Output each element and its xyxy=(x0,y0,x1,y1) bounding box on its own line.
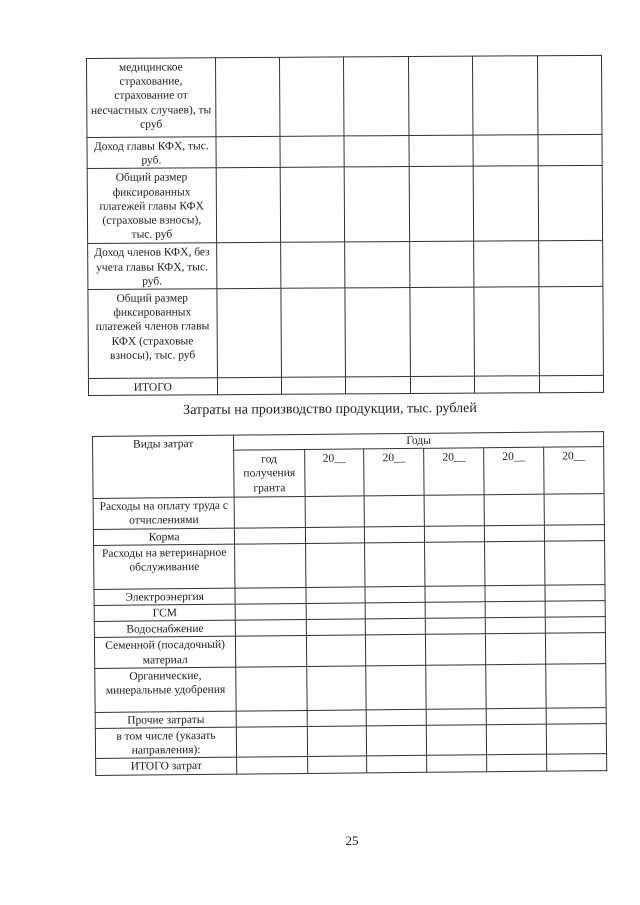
table-cell xyxy=(487,755,547,772)
table-cell xyxy=(307,756,367,773)
table-cell xyxy=(365,526,425,543)
table-cell xyxy=(486,708,546,725)
year-column-header: 20__ xyxy=(544,447,604,495)
table-cell xyxy=(409,135,474,167)
table-cell xyxy=(425,542,485,587)
table-cell xyxy=(485,585,545,602)
table-cell xyxy=(280,167,345,242)
row-label: ГСМ xyxy=(94,604,235,622)
table-cell xyxy=(306,619,366,636)
table-cell xyxy=(216,168,281,243)
row-label: Доход главы КФХ, тыс. руб. xyxy=(87,137,216,169)
table-cell xyxy=(544,524,604,541)
table-cell xyxy=(305,496,365,527)
table-cell xyxy=(281,242,346,288)
table-cell xyxy=(217,377,281,395)
table-cell xyxy=(306,666,366,711)
table-cell xyxy=(345,242,410,288)
table-row xyxy=(88,241,603,290)
row-label: Водоснабжение xyxy=(94,620,235,638)
table-cell xyxy=(305,543,365,588)
table-cell xyxy=(485,525,545,542)
table-cell xyxy=(537,55,602,134)
table-cell xyxy=(475,376,539,394)
table-cell xyxy=(306,635,366,666)
table-cell xyxy=(305,526,365,543)
page-number: 25 xyxy=(345,833,359,848)
table-row xyxy=(94,540,605,589)
table-cell xyxy=(410,287,475,376)
table-cell xyxy=(307,726,367,757)
row-label: Доход членов КФХ, без учета главы КФХ, тыс. руб. xyxy=(88,243,217,289)
row-label: ИТОГО затрат xyxy=(96,758,237,776)
table-cell xyxy=(235,543,306,588)
table-cell xyxy=(538,134,603,166)
table-cell xyxy=(409,167,474,242)
column-header-cost-types: Виды затрат xyxy=(93,435,235,499)
row-label: в том числе (указать направления): xyxy=(95,727,236,759)
table-cell xyxy=(216,136,281,168)
table-cell xyxy=(235,587,306,604)
table-cell xyxy=(484,494,544,525)
year-column-header: 20__ xyxy=(484,447,544,495)
table-cell xyxy=(485,541,545,586)
table-cell xyxy=(281,288,346,377)
table-cell xyxy=(279,57,344,136)
row-label: Общий размер фиксированных платежей главы КФХ (страховые взносы), тыс. руб xyxy=(87,168,216,244)
table-cell xyxy=(473,56,538,135)
table-cell xyxy=(235,603,306,620)
year-column-header: год получения гранта xyxy=(234,450,305,498)
table-cell xyxy=(426,709,486,726)
table-cell xyxy=(366,665,426,710)
table-cell xyxy=(307,710,367,727)
table-cell xyxy=(367,709,427,726)
column-header-years: Годы xyxy=(234,432,604,451)
table-row xyxy=(87,134,602,169)
table-cell xyxy=(538,286,603,375)
table-cell xyxy=(425,586,485,603)
table-cell xyxy=(546,663,606,708)
table-cell xyxy=(410,376,474,394)
table-row xyxy=(87,55,602,137)
income-table xyxy=(86,55,604,396)
table-cell xyxy=(345,288,410,377)
table-cell xyxy=(538,166,603,241)
table-cell xyxy=(425,602,485,619)
table-cell xyxy=(236,636,307,667)
table-row xyxy=(95,724,606,759)
year-column-header: 20__ xyxy=(304,449,364,497)
row-label: Органические, минеральные удобрения xyxy=(95,667,237,712)
table-cell xyxy=(538,241,603,287)
row-label: Расходы на ветеринарное обслуживание xyxy=(94,544,236,589)
table-cell xyxy=(486,664,546,709)
table-cell xyxy=(485,617,545,634)
table-cell xyxy=(236,710,307,727)
table-cell xyxy=(306,587,366,604)
year-column-header: 20__ xyxy=(424,448,484,496)
table-row xyxy=(93,494,604,529)
row-label: Общий размер фиксированных платежей членов главы КФХ (страховые взносы), тыс. руб xyxy=(88,289,217,379)
row-label: Прочие затраты xyxy=(95,711,236,729)
table-cell xyxy=(426,634,486,665)
table-row xyxy=(87,166,602,244)
table-cell xyxy=(365,586,425,603)
table-cell xyxy=(344,136,409,168)
table-cell xyxy=(545,540,605,585)
table-cell xyxy=(215,57,280,136)
table-cell xyxy=(486,724,546,755)
table-cell xyxy=(235,620,306,637)
row-label: Корма xyxy=(93,528,234,546)
table-cell xyxy=(545,617,605,634)
table-cell xyxy=(545,601,605,618)
table-cell xyxy=(346,377,410,395)
table-row xyxy=(94,633,605,668)
table-cell xyxy=(280,136,345,168)
section-title: Затраты на производство продукции, тыс. рублей xyxy=(183,400,477,419)
table-cell xyxy=(367,756,427,773)
table-cell xyxy=(426,665,486,710)
table-cell xyxy=(427,755,487,772)
row-label: Семенной (посадочный) материал xyxy=(94,637,235,669)
row-label: ИТОГО xyxy=(88,378,217,396)
table-row xyxy=(95,663,606,712)
table-cell xyxy=(425,525,485,542)
year-column-header: 20__ xyxy=(364,449,424,497)
table-cell xyxy=(546,707,606,724)
table-cell xyxy=(474,241,539,287)
table-cell xyxy=(366,619,426,636)
table-cell xyxy=(427,725,487,756)
table-cell xyxy=(365,496,425,527)
table-cell xyxy=(473,135,538,167)
table-row xyxy=(88,286,604,378)
table-cell xyxy=(235,527,306,544)
table-cell xyxy=(216,288,281,377)
table-cell xyxy=(408,56,473,135)
table-cell xyxy=(544,494,604,525)
row-label: Электроэнергия xyxy=(94,588,235,606)
table-cell xyxy=(485,601,545,618)
table-cell xyxy=(486,634,546,665)
table-cell xyxy=(546,724,606,755)
row-label: Расходы на оплату труда с отчислениями xyxy=(93,497,234,529)
table-cell xyxy=(547,754,607,771)
table-cell xyxy=(409,242,474,288)
table-cell xyxy=(539,375,604,393)
table-cell xyxy=(236,666,307,711)
table-cell xyxy=(366,602,426,619)
table-row xyxy=(88,375,603,395)
table-cell xyxy=(545,584,605,601)
table-cell xyxy=(426,618,486,635)
table-cell xyxy=(345,167,410,242)
table-cell xyxy=(545,633,605,664)
table-cell xyxy=(367,725,427,756)
production-costs-table xyxy=(92,431,607,776)
table-cell xyxy=(236,726,307,757)
table-cell xyxy=(424,495,484,526)
table-cell xyxy=(473,166,538,241)
table-cell xyxy=(234,497,305,528)
table-cell xyxy=(237,757,308,774)
table-cell xyxy=(306,603,366,620)
table-cell xyxy=(366,635,426,666)
table-cell xyxy=(344,57,409,136)
table-cell xyxy=(365,542,425,587)
table-cell xyxy=(474,287,539,376)
row-label: медицинское страхование, страхование от несчастных случаев), ты сруб xyxy=(87,58,216,138)
table-cell xyxy=(281,377,345,395)
table-cell xyxy=(216,243,281,289)
